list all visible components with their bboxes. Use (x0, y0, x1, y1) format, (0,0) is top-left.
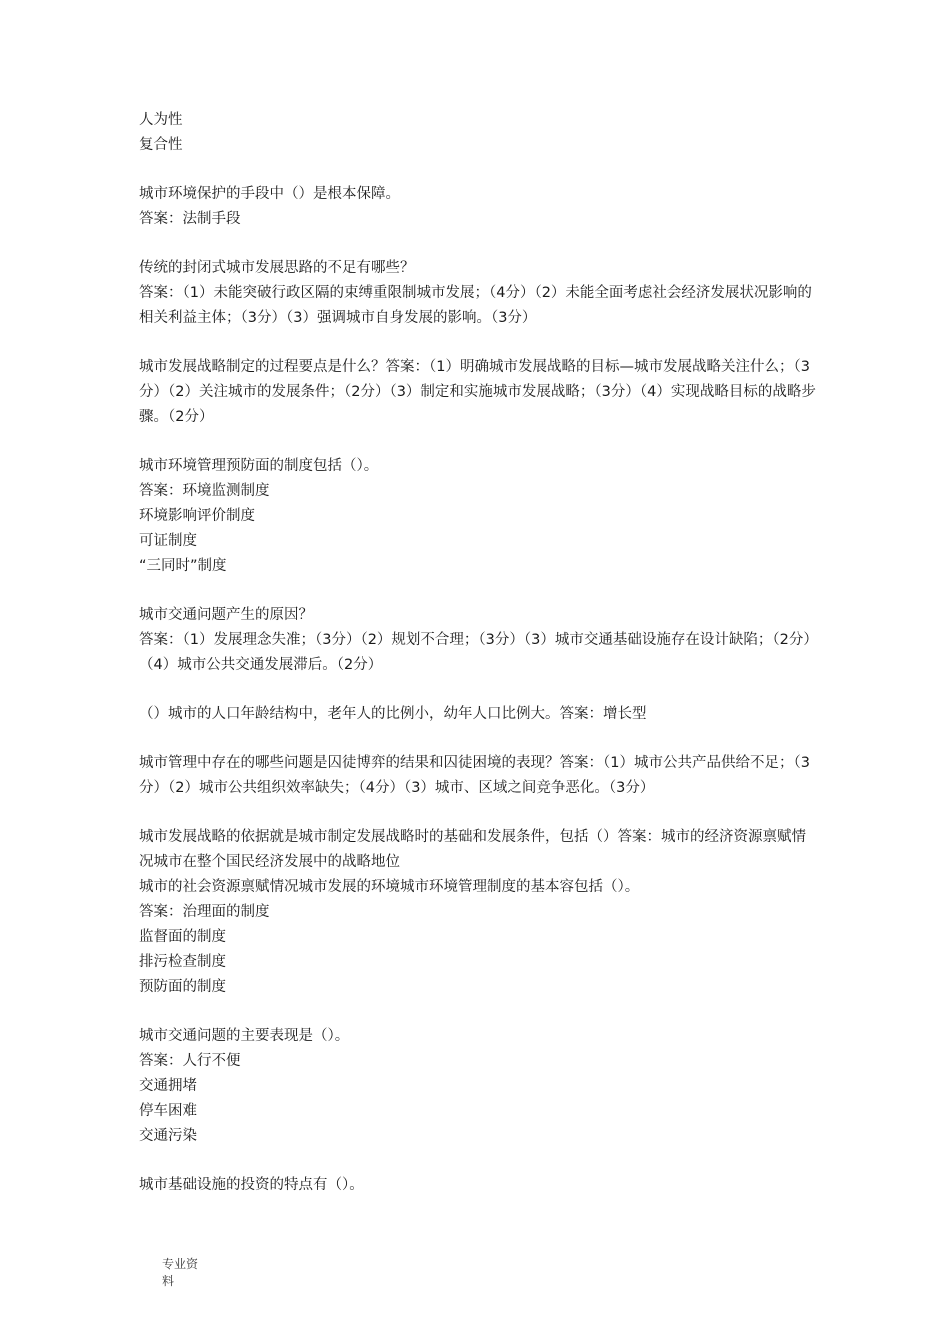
answer-line: 交通污染 (139, 1128, 197, 1144)
text-block-7 (139, 702, 819, 727)
question-line: 城市交通问题的主要表现是（）。 (139, 1028, 350, 1044)
answer-line: 停车困难 (139, 1103, 197, 1119)
question-line: 城市基础设施的投资的特点有（）。 (139, 1177, 364, 1193)
answer-line: 预防面的制度 (139, 979, 226, 995)
answer-line: 答案：环境监测制度 (139, 483, 270, 499)
text-block-9 (139, 825, 819, 1000)
answer-line: 监督面的制度 (139, 929, 226, 945)
answer-paragraph: 答案：（1）发展理念失准；（3分）（2）规划不合理；（3分）（3）城市交通基础设施存在设计缺陷；（2分）（4）城市公共交通发展滞后。（2分） (139, 632, 818, 673)
question-line: 城市环境管理预防面的制度包括（）。 (139, 458, 379, 474)
answer-line: 环境影响评价制度 (139, 508, 255, 524)
question-line: 城市交通问题产生的原因？ (139, 607, 313, 623)
answer-line: 排污检查制度 (139, 954, 226, 970)
answer-line: “三同时”制度 (139, 558, 227, 574)
answer-line: 答案：人行不便 (139, 1053, 241, 1069)
text-block-2 (139, 182, 819, 232)
question-line: 城市的社会资源禀赋情况城市发展的环境城市环境管理制度的基本容包括（）。 (139, 879, 640, 895)
text-line: 人为性 (139, 112, 183, 128)
footer-line: 料 (162, 1274, 175, 1288)
question-line: 城市环境保护的手段中（）是根本保障。 (139, 186, 400, 202)
text-block-1 (139, 108, 819, 158)
answer-line: 答案：法制手段 (139, 211, 241, 227)
document-body (139, 108, 819, 1222)
answer-line: 可证制度 (139, 533, 197, 549)
page-footer (162, 1256, 212, 1290)
text-block-6 (139, 603, 819, 678)
text-block-8 (139, 751, 819, 801)
text-block-11 (139, 1173, 819, 1198)
answer-line: 答案：治理面的制度 (139, 904, 270, 920)
answer-line: 交通拥堵 (139, 1078, 197, 1094)
text-block-5 (139, 454, 819, 579)
text-block-4 (139, 355, 819, 430)
footer-line: 专业资 (162, 1257, 199, 1271)
text-block-10 (139, 1024, 819, 1149)
answer-paragraph: 答案：（1）未能突破行政区隔的束缚重限制城市发展；（4分）（2）未能全面考虑社会经济发展状况影响的相关利益主体；（3分）（3）强调城市自身发展的影响。（3分） (139, 285, 812, 326)
text-block-3 (139, 256, 819, 331)
question-line: 传统的封闭式城市发展思路的不足有哪些？ (139, 260, 415, 276)
question-answer-paragraph: 城市发展战略的依据就是城市制定发展战略时的基础和发展条件，包括（）答案：城市的经济资源禀赋情况城市在整个国民经济发展中的战略地位 (139, 829, 806, 870)
text-line: 复合性 (139, 137, 183, 153)
question-answer-line: （）城市的人口年龄结构中，老年人的比例小，幼年人口比例大。答案：增长型 (139, 706, 647, 722)
question-answer-paragraph: 城市发展战略制定的过程要点是什么？答案：（1）明确城市发展战略的目标—城市发展战略关注什么；（3分）（2）关注城市的发展条件；（2分）（3）制定和实施城市发展战略；（3分）（4）实现战略目标的战略步骤。（2分） (139, 359, 816, 425)
question-answer-paragraph: 城市管理中存在的哪些问题是囚徒博弈的结果和囚徒困境的表现？答案：（1）城市公共产品供给不足；（3分）（2）城市公共组织效率缺失；（4分）（3）城市、区域之间竞争恶化。（3分） (139, 755, 810, 796)
